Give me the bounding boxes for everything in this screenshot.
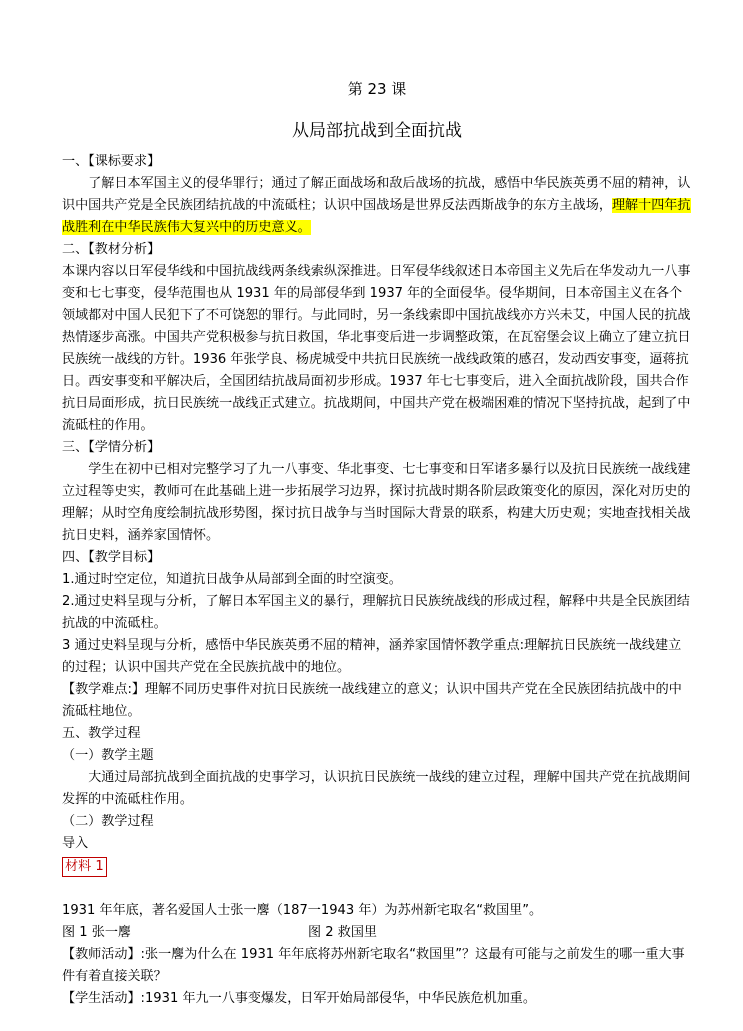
curriculum-paragraph — [62, 173, 692, 239]
section-heading-students: 三、【学情分析】 — [62, 440, 161, 455]
student-activity: 【学生活动】:1931 年九一八事变爆发，日军开始局部侵华，中华民族危机加重。 — [62, 991, 536, 1006]
section-heading-curriculum: 一、【课标要求】 — [62, 154, 161, 169]
goal-3: 3 通过史料呈现与分析，感悟中华民族英勇不屈的精神，涵养家国情怀教学重点:理解抗日民族统一战线建立的过程；认识中国共产党在全民族抗战中的地位。 — [62, 638, 682, 675]
textbook-analysis-paragraph: 本课内容以日军侵华线和中国抗战线两条线索纵深推进。日军侵华线叙述日本帝国主义先后在华发动九一八事变和七七事变，侵华范围也从 1931 年的局部侵华到 1937 年的全面侵华。侵华期间，日本帝国主义在各个领域都对中国人民犯下了不可饶恕的罪行。与此同时，另一条线索即中国抗战线亦方兴未艾，中国人民的抗战热情逐步高涨。中国共产党积极参与抗日救国，华北事变后进一步调整政策，在瓦窑堡会议上确立了建立抗日民族统一战线的方针。1936 年张学良、杨虎城受中共抗日民族统一战线政策的感召，发动西安事变，逼蒋抗日。西安事变和平解决后，全国团结抗战局面初步形成。1937 年七七事变后，进入全面抗战阶段，国共合作抗日局面形成，抗日民族统一战线正式建立。抗战期间，中国共产党在极端困难的情况下坚持抗战，起到了中流砥柱的作用。 — [62, 264, 691, 433]
theme-paragraph: 大通过局部抗战到全面抗战的史事学习，认识抗日民族统一战线的建立过程，理解中国共产党在抗战期间发挥的中流砥柱作用。 — [62, 770, 691, 807]
material-text: 1931 年年底，著名爱国人士张一麐（187一1943 年）为苏州新宅取名“救国里”。 — [62, 903, 543, 918]
document-body — [62, 151, 692, 1010]
section-heading-textbook: 二、【教材分析】 — [62, 242, 161, 257]
student-analysis-paragraph: 学生在初中已相对完整学习了九一八事变、华北事变、七七事变和日军诸多暴行以及抗日民族统一战线建立过程等史实，教师可在此基础上进一步拓展学习边界，探讨抗战时期各阶层政策变化的原因，深化对历史的理解；从时空角度绘制抗战形势图，探讨抗日战争与当时国际大背景的联系，构建大历史观；实地查找相关战抗日史料，涵养家国情怀。 — [62, 462, 691, 543]
figure-caption-1: 图 1 张一麐 — [62, 925, 132, 940]
material-label-box: 材料 1 — [62, 857, 107, 877]
goal-2: 2.通过史料呈现与分析，了解日本军国主义的暴行，理解抗日民族统战线的形成过程，解释中共是全民族团结抗战的中流砥柱。 — [62, 594, 690, 631]
subheading-process: （二）教学过程 — [62, 814, 154, 829]
teaching-difficulty: 【教学难点:】理解不同历史事件对抗日民族统一战线建立的意义；认识中国共产党在全民族团结抗战中的中流砥柱地位。 — [62, 682, 682, 719]
blank-line — [62, 878, 692, 900]
lesson-title: 从局部抗战到全面抗战 — [292, 121, 462, 141]
figure-captions — [62, 922, 692, 944]
material-label-line — [62, 855, 692, 878]
curriculum-text: 了解日本军国主义的侵华罪行；通过了解正面战场和敌后战场的抗战，感悟中华民族英勇不屈的精神，认识中国共产党是全民族团结抗战的中流砥柱；认识中国战场是世界反法西斯战争的东方主战场， — [62, 176, 691, 213]
subheading-theme: （一）教学主题 — [62, 748, 154, 763]
teacher-activity: 【教师活动】:张一麐为什么在 1931 年年底将苏州新宅取名“救国里”？这最有可能与之前发生的哪一重大事件有着直接关联？ — [62, 947, 685, 984]
section-heading-goals: 四、【教学目标】 — [62, 550, 161, 565]
lesson-number: 第 23 课 — [347, 80, 407, 98]
section-heading-process: 五、教学过程 — [62, 726, 141, 741]
intro-label: 导入 — [62, 836, 89, 851]
goal-1: 1.通过时空定位，知道抗日战争从局部到全面的时空演变。 — [62, 572, 402, 587]
highlighted-text: 理解十四年抗战胜利在中华民族伟大复兴中的历史意义。 — [62, 198, 691, 235]
figure-caption-2: 图 2 救国里 — [308, 925, 378, 940]
